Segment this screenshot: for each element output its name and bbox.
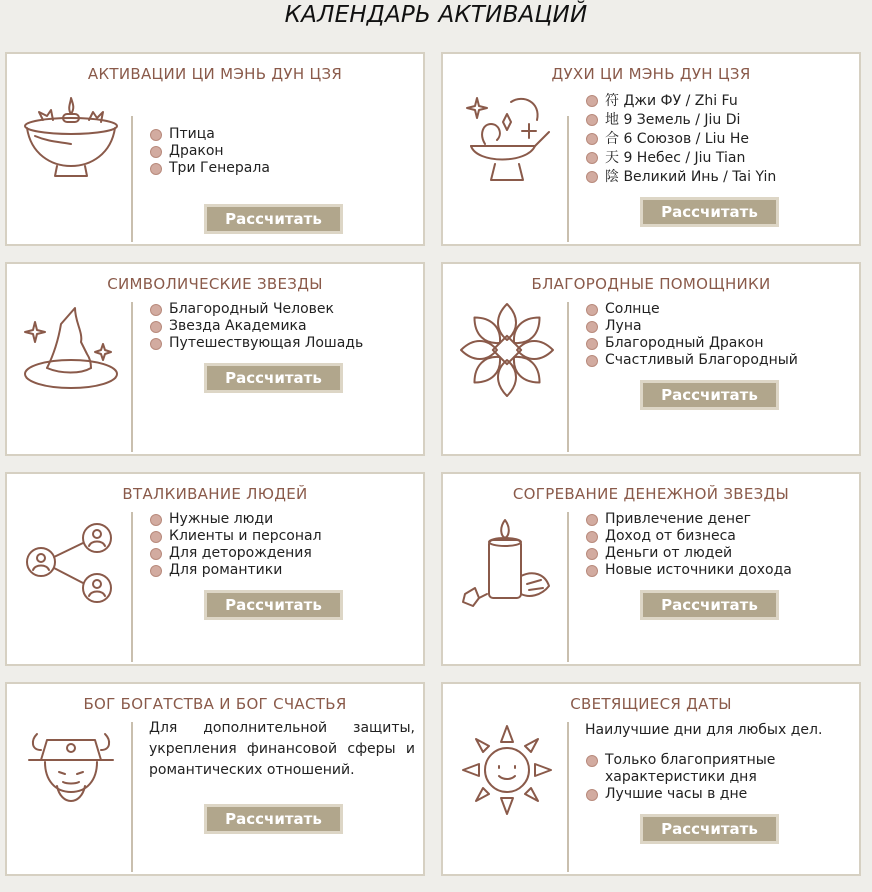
wealth-god-icon — [21, 720, 121, 820]
card-title: БЛАГОРОДНЫЕ ПОМОЩНИКИ — [531, 275, 771, 293]
list-item: 天 9 Небес / Jiu Tian — [585, 149, 776, 168]
list-item: Для романтики — [149, 562, 322, 579]
calculate-button[interactable]: Рассчитать — [204, 363, 343, 393]
list-item: Звезда Академика — [149, 318, 363, 335]
list-item: Благородный Дракон — [585, 335, 798, 352]
divider — [567, 302, 569, 452]
list-item: Для деторождения — [149, 545, 322, 562]
list-item: Луна — [585, 318, 798, 335]
divider — [131, 302, 133, 452]
divider — [131, 512, 133, 662]
divider — [567, 722, 569, 872]
list-item: Только благоприятные характеристики дня — [585, 752, 805, 786]
card-noble-helpers — [441, 262, 861, 456]
wizard-hat-icon — [21, 302, 121, 402]
stars-list — [149, 301, 363, 352]
list-item: Путешествующая Лошадь — [149, 335, 363, 352]
list-item: Доход от бизнеса — [585, 528, 792, 545]
list-item: Клиенты и персонал — [149, 528, 322, 545]
calculate-button[interactable]: Рассчитать — [640, 590, 779, 620]
spirits-list — [585, 92, 776, 187]
calculate-button[interactable]: Рассчитать — [640, 380, 779, 410]
card-wealth-god — [5, 682, 425, 876]
card-money-star — [441, 472, 861, 666]
card-title: СИМВОЛИЧЕСКИЕ ЗВЕЗДЫ — [107, 275, 323, 293]
list-item: 符 Джи ФУ / Zhi Fu — [585, 92, 776, 111]
list-item: Птица — [149, 126, 270, 143]
description-text: Для дополнительной защиты, укрепления финансовой сферы и романтических отношений. — [149, 720, 415, 778]
card-symbolic-stars — [5, 262, 425, 456]
divider — [131, 722, 133, 872]
list-item: 合 6 Союзов / Liu He — [585, 130, 776, 149]
list-item: Лучшие часы в дне — [585, 786, 805, 803]
card-title: БОГ БОГАТСТВА И БОГ СЧАСТЬЯ — [83, 695, 347, 713]
card-qimen-activations — [5, 52, 425, 246]
list-item: Благородный Человек — [149, 301, 363, 318]
list-item: Три Генерала — [149, 160, 270, 177]
candle-flower-icon — [457, 514, 557, 614]
activation-list — [149, 126, 270, 177]
people-list — [149, 511, 322, 579]
intro-text: Наилучшие дни для любых дел. — [585, 722, 823, 738]
sun-icon — [457, 720, 557, 820]
magic-lamp-icon — [457, 84, 557, 184]
card-pushing-people — [5, 472, 425, 666]
card-title: АКТИВАЦИИ ЦИ МЭНЬ ДУН ЦЗЯ — [87, 65, 343, 83]
card-title: СВЕТЯЩИЕСЯ ДАТЫ — [570, 695, 732, 713]
people-network-icon — [21, 514, 121, 614]
calculate-button[interactable]: Рассчитать — [640, 814, 779, 844]
card-title: ДУХИ ЦИ МЭНЬ ДУН ЦЗЯ — [551, 65, 751, 83]
list-item: Новые источники дохода — [585, 562, 792, 579]
money-list — [585, 511, 792, 579]
list-item: Солнце — [585, 301, 798, 318]
list-item: Привлечение денег — [585, 511, 792, 528]
list-item: Счастливый Благородный — [585, 352, 798, 369]
calculate-button[interactable]: Рассчитать — [204, 590, 343, 620]
list-item: Деньги от людей — [585, 545, 792, 562]
list-item: 地 9 Земель / Jiu Di — [585, 111, 776, 130]
calculate-button[interactable]: Рассчитать — [204, 204, 343, 234]
bowl-candle-icon — [21, 84, 121, 184]
card-shining-dates — [441, 682, 861, 876]
helpers-list — [585, 301, 798, 369]
dates-list — [585, 752, 805, 803]
calculate-button[interactable]: Рассчитать — [640, 197, 779, 227]
list-item: Дракон — [149, 143, 270, 160]
divider — [567, 116, 569, 242]
card-title: СОГРЕВАНИЕ ДЕНЕЖНОЙ ЗВЕЗДЫ — [512, 485, 790, 503]
list-item: Нужные люди — [149, 511, 322, 528]
list-item: 陰 Великий Инь / Tai Yin — [585, 168, 776, 187]
card-title: ВТАЛКИВАНИЕ ЛЮДЕЙ — [122, 485, 308, 503]
card-qimen-spirits — [441, 52, 861, 246]
page-title: КАЛЕНДАРЬ АКТИВАЦИЙ — [284, 2, 588, 28]
divider — [131, 116, 133, 242]
calculate-button[interactable]: Рассчитать — [204, 804, 343, 834]
lotus-icon — [457, 300, 557, 400]
divider — [567, 512, 569, 662]
